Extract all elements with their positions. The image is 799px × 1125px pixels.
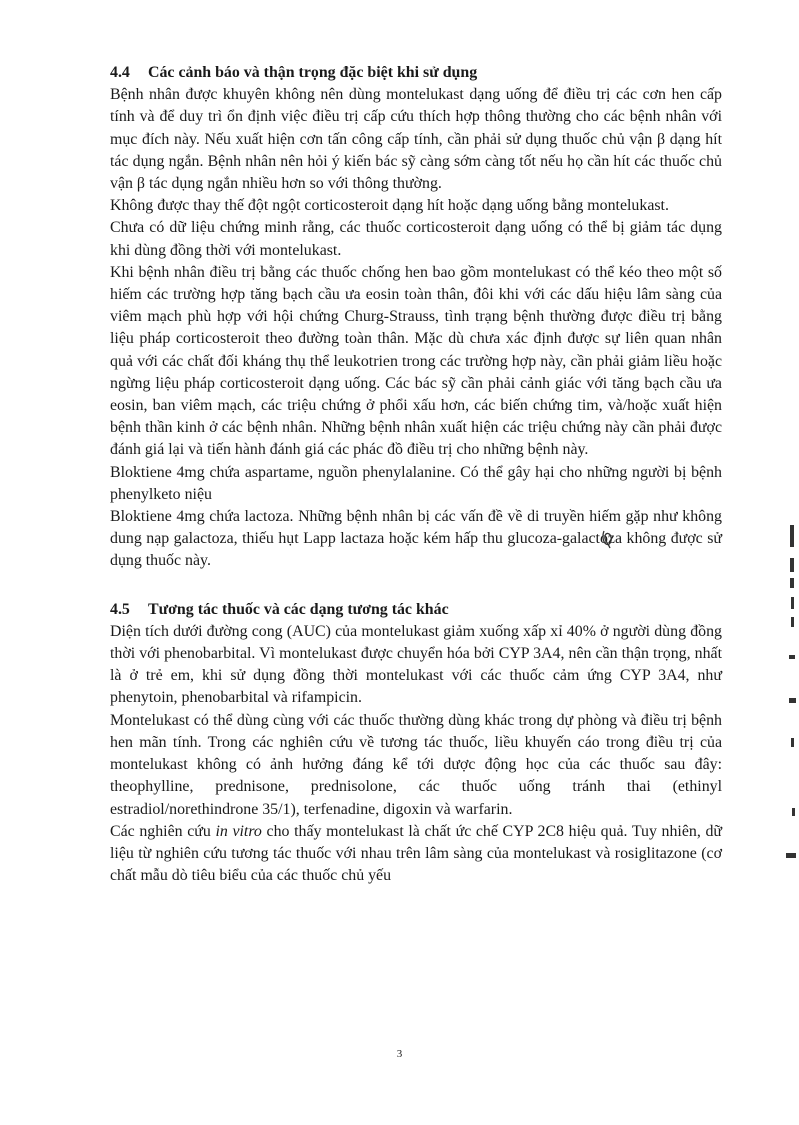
paragraph: Diện tích dưới đường cong (AUC) của montelukast giảm xuống xấp xỉ 40% ở người dùng đồng thời với phenobarbital. Vì montelukast được chuyển hóa bởi CYP 3A4, nên cần thận trọng, nhất là ở trẻ em, khi sử dụng đồng thời montelukast với các thuốc cảm ứng CYP 3A4, như phenytoin, phenobarbital và rifampicin.	[110, 622, 722, 707]
margin-scan-mark	[791, 597, 794, 609]
section-title: Các cảnh báo và thận trọng đặc biệt khi sử dụng	[148, 64, 478, 81]
section-title: Tương tác thuốc và các dạng tương tác khác	[148, 600, 449, 618]
section-heading-4-4	[110, 62, 722, 84]
margin-scan-mark	[791, 738, 794, 747]
paragraph: Không được thay thế đột ngột corticosteroit dạng hít hoặc dạng uống bằng montelukast.	[110, 197, 669, 215]
paragraph: Chưa có dữ liệu chứng minh rằng, các thuốc corticosteroit dạng uống có thể bị giảm tác dụng khi dùng đồng thời với montelukast.	[110, 219, 722, 259]
margin-scan-mark	[786, 853, 796, 858]
section-number: 4.4	[110, 64, 130, 81]
margin-scan-mark	[789, 698, 796, 703]
handwritten-mark-icon	[600, 528, 616, 550]
paragraph: Khi bệnh nhân điều trị bằng các thuốc chống hen bao gồm montelukast có thể kéo theo một số hiếm các trường hợp tăng bạch cầu ưa eosin toàn thân, đôi khi với các dấu hiệu lâm sàng của viêm mạch phù hợp với hội chứng Churg-Strauss, tình trạng bệnh thường được điều trị bằng liệu pháp corticosteroit theo đường toàn thân. Mặc dù chưa xác định được sự liên quan nhân quả với các chất đối kháng thụ thể leukotrien trong các trường hợp này, cần phải giảm liều hoặc ngừng liệu pháp corticosteroit dạng uống. Các bác sỹ cần phải cảnh giác với tăng bạch cầu ưa eosin, ban viêm mạch, các triệu chứng ở phổi xấu hơn, các biến chứng tim, và/hoặc xuất hiện bệnh thần kinh ở các bệnh nhân. Những bệnh nhân xuất hiện các triệu chứng này cần phải được đánh giá lại và tiến hành đánh giá các phác đồ điều trị cho những bệnh này.	[110, 263, 722, 459]
paragraph: Bệnh nhân được khuyên không nên dùng montelukast dạng uống để điều trị các cơn hen cấp tính và để duy trì ổn định việc điều trị cấp cứu thích hợp thông thường cho các bệnh nhân với mục đích này. Nếu xuất hiện cơn tấn công cấp tính, cần phải sử dụng thuốc chủ vận β dạng hít tác dụng ngắn. Bệnh nhân nên hỏi ý kiến bác sỹ càng sớm càng tốt nếu họ cần hít các thuốc chủ vận β tác dụng ngắn nhiều hơn so với thông thường.	[110, 86, 722, 193]
margin-scan-mark	[792, 808, 795, 816]
italic-term: in vitro	[215, 822, 262, 840]
paragraph: Bloktiene 4mg chứa lactoza. Những bệnh nhân bị các vấn đề về di truyền hiếm gặp như không dung nạp galactoza, thiếu hụt Lapp lactaza hoặc kém hấp thu glucoza-galactoza không được sử dụng thuốc này.	[110, 508, 722, 570]
section-heading-4-5	[110, 599, 722, 621]
margin-scan-mark	[790, 525, 794, 547]
margin-scan-mark	[789, 655, 795, 659]
margin-scan-mark	[790, 558, 794, 572]
document-page	[110, 62, 722, 887]
margin-scan-mark	[790, 578, 794, 588]
text-run: Các nghiên cứu	[110, 822, 216, 840]
paragraph	[110, 821, 722, 888]
paragraph: Montelukast có thể dùng cùng với các thuốc thường dùng khác trong dự phòng và điều trị bệnh hen mãn tính. Trong các nghiên cứu về tương tác thuốc, liều khuyến cáo trong điều trị của montelukast không có ảnh hưởng đáng kể tới dược động học của các thuốc sau đây: theophylline, prednisone, prednisolone, các thuốc uống tránh thai (ethinyl estradiol/norethindrone 35/1), terfenadine, digoxin và warfarin.	[110, 711, 722, 818]
margin-scan-mark	[791, 617, 794, 627]
page-number: 3	[396, 1048, 403, 1060]
paragraph: Bloktiene 4mg chứa aspartame, nguồn phenylalanine. Có thể gây hại cho những người bị bệnh phenylketo niệu	[110, 463, 722, 503]
section-number: 4.5	[110, 600, 130, 618]
text-run: cho thấy montelukast là chất ức chế CYP 2C8 hiệu quả. Tuy nhiên, dữ liệu từ nghiên cứu tương tác thuốc với nhau trên lâm sàng của montelukast và rosiglitazone (cơ chất mẫu dò tiêu biểu của các thuốc chủ yếu	[110, 822, 723, 885]
